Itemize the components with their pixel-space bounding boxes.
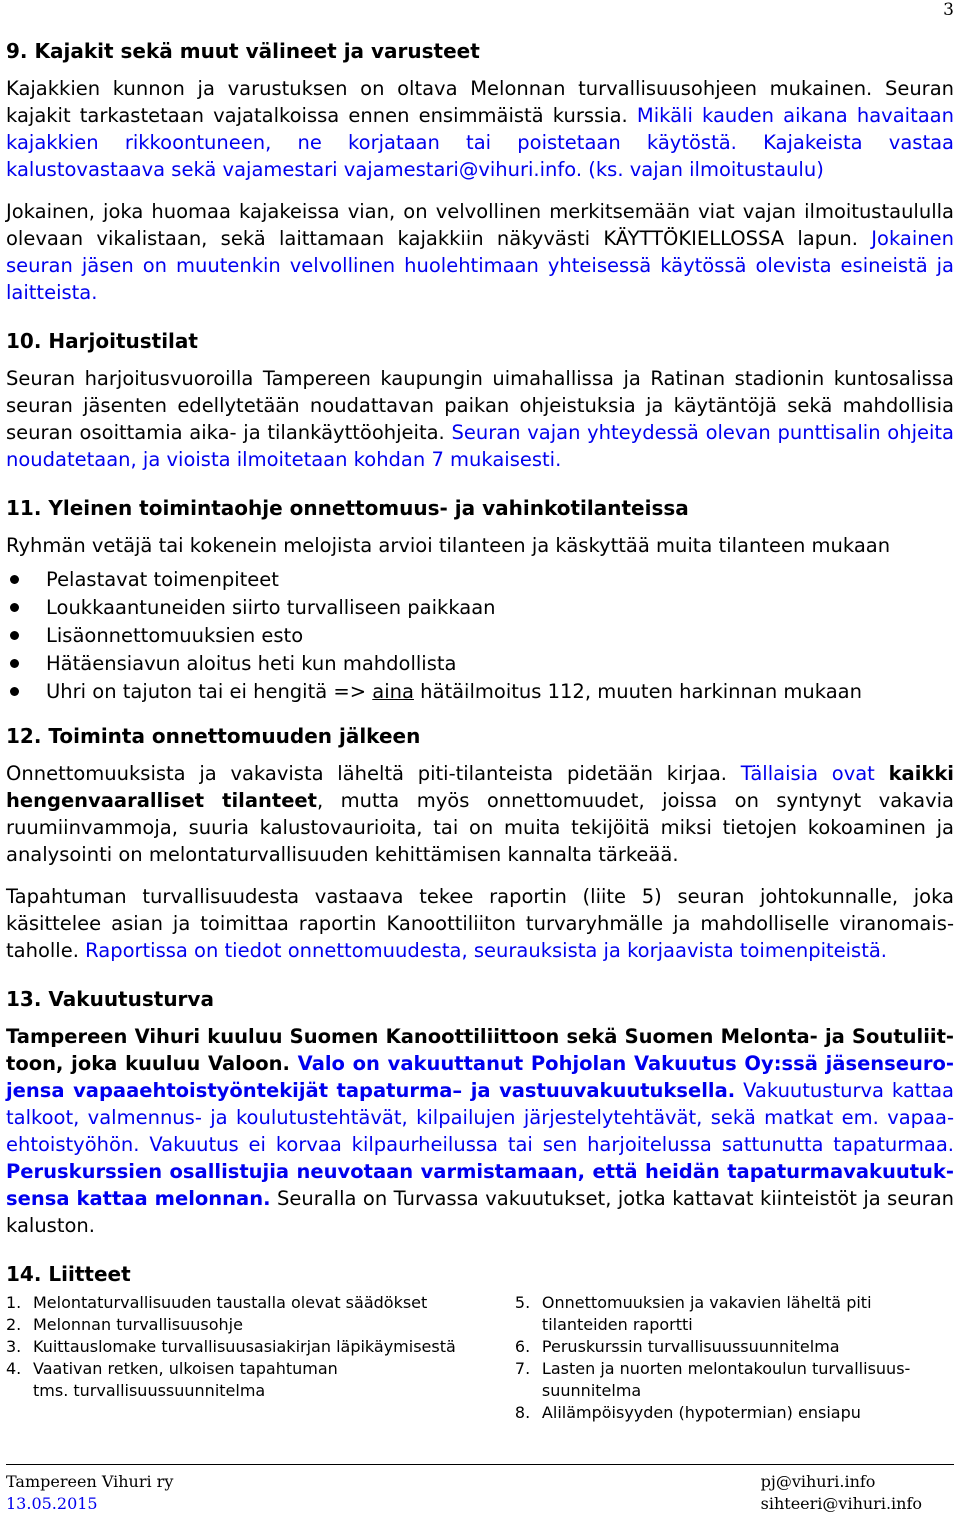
page-number: 3	[943, 0, 954, 20]
section-11-bullet-list	[6, 566, 954, 706]
section-10-paragraph: Seuran harjoitusvuoroilla Tampereen kaupungin uimahallissa ja Ratinan stadionin kuntosalissa seuran jäsenten edellytetään noudattavan paikan ohjeistuksia ja käytäntöjä sekä mahdollisia seuran osoittamia aika- ja tilankäyttöohjeita. Seuran vajan yhteydessä olevan punttisalin ohjeita noudatetaan, ja vioista ilmoitetaan kohdan 7 mukaisesti.	[6, 367, 954, 471]
list-item: Hätäensiavun aloitus heti kun mahdollista	[6, 650, 954, 678]
document-body	[6, 37, 954, 1424]
attachment-item: 8. Alilämpöisyyden (hypotermian) ensiapu	[514, 1403, 861, 1422]
footer-organization: Tampereen Vihuri ry	[6, 1472, 174, 1491]
section-12-paragraph-1: Onnettomuuksista ja vakavista läheltä piti-tilanteista pidetään kirjaa. Tällaisia ovat kaikki hengenvaaralliset tilanteet, mutta myös onnettomuudet, joissa on syntynyt vakavia ruumiinvammoja, suuria kalustovaurioita, tai on muita tekijöitä miksi tietojen kokoaminen ja analysointi on melontaturvallisuuden kehittämisen kannalta tärkeää.	[6, 762, 954, 866]
section-13-title: 13. Vakuutusturva	[6, 987, 214, 1011]
attachments-left-column	[6, 1292, 515, 1424]
footer-right	[761, 1471, 922, 1515]
bullet-icon	[10, 603, 19, 612]
attachment-item: 3. Kuittauslomake turvallisuusasiakirjan läpikäymisestä	[6, 1337, 456, 1356]
attachment-item: 1. Melontaturvallisuuden taustalla olevat säädökset	[6, 1293, 428, 1312]
attachments-list	[6, 1292, 954, 1424]
page-footer	[6, 1464, 954, 1513]
list-item: Loukkaantuneiden siirto turvalliseen paikkaan	[6, 594, 954, 622]
attachment-item: 2. Melonnan turvallisuusohje	[6, 1315, 243, 1334]
attachment-item: 5. Onnettomuuksien ja vakavien läheltä piti tilanteiden raportti	[514, 1293, 872, 1334]
list-item: Lisäonnettomuuksien esto	[6, 622, 954, 650]
section-10-title: 10. Harjoitustilat	[6, 329, 198, 353]
attachment-item: 6. Peruskurssin turvallisuussuunnitelma	[514, 1337, 840, 1356]
bullet-icon	[10, 659, 19, 668]
footer-left	[6, 1471, 173, 1515]
section-14-title: 14. Liitteet	[6, 1262, 131, 1286]
section-11-intro: Ryhmän vetäjä tai kokenein melojista arvioi tilanteen ja käskyttää muita tilanteen mukaan	[6, 534, 891, 557]
section-9-title: 9. Kajakit sekä muut välineet ja varusteet	[6, 39, 480, 63]
bullet-icon	[10, 575, 19, 584]
bullet-icon	[10, 687, 19, 696]
attachment-item: 4. Vaativan retken, ulkoisen tapahtuman tms. turvallisuussuunnitelma	[6, 1359, 338, 1400]
section-11-title: 11. Yleinen toimintaohje onnettomuus- ja vahinkotilanteissa	[6, 496, 689, 520]
section-13-paragraph: Tampereen Vihuri kuuluu Suomen Kanoottiliittoon sekä Suomen Melonta- ja Soutuliit-toon, joka kuuluu Valoon. Valo on vakuuttanut Pohjolan Vakuutus Oy:ssä jäsenseuro-jensa vapaaehtoistyöntekijät tapaturma– ja vastuuvakuutuksella. Vakuutusturva kattaa talkoot, valmennus- ja koulutustehtävät, kilpailujen järjestelytehtävät, sekä matkat em. vapaa-ehtoistyöhön. Vakuutus ei korvaa kilpaurheilussa tai sen harjoitelussa sattunutta tapaturmaa. Peruskurssien osallistujia neuvotaan varmistamaan, että heidän tapaturmavakuutuk-sensa kattaa melonnan. Seuralla on Turvassa vakuutukset, jotka kattavat kiinteistöt ja seuran kaluston.	[6, 1025, 955, 1237]
section-9-paragraph-1: Kajakkien kunnon ja varustuksen on oltava Melonnan turvallisuusohjeen mukainen. Seuran kajakit tarkastetaan vajatalkoissa ennen ensimmäistä kurssia. Mikäli kauden aikana havaitaan kajakkien rikkoontuneen, ne korjataan tai poistetaan käytöstä. Kajakeista vastaa kalustovastaava sekä vajamestari vajamestari@vihuri.info. (ks. vajan ilmoitustaulu)	[6, 77, 954, 181]
bullet-icon	[10, 631, 19, 640]
footer-email-secretary[interactable]: sihteeri@vihuri.info	[760, 1494, 922, 1513]
list-item: Pelastavat toimenpiteet	[6, 566, 954, 594]
footer-date: 13.05.2015	[6, 1494, 98, 1513]
attachments-right-column	[515, 1292, 954, 1424]
footer-email-chair[interactable]: pj@vihuri.info	[760, 1472, 876, 1491]
list-item: Uhri on tajuton tai ei hengitä => aina hätäilmoitus 112, muuten harkinnan mukaan	[6, 678, 954, 706]
attachment-item: 7. Lasten ja nuorten melontakoulun turvallisuus-suunnitelma	[514, 1359, 911, 1400]
section-12-title: 12. Toiminta onnettomuuden jälkeen	[6, 724, 421, 748]
section-12-paragraph-2: Tapahtuman turvallisuudesta vastaava tekee raportin (liite 5) seuran johtokunnalle, joka käsittelee asian ja toimittaa raportin Kanoottiliiton turvaryhmälle ja mahdolliselle viranomais-taholle. Raportissa on tiedot onnettomuudesta, seurauksista ja korjaavista toimenpiteistä.	[6, 885, 954, 962]
section-9-paragraph-2: Jokainen, joka huomaa kajakeissa vian, on velvollinen merkitsemään viat vajan ilmoitustaululla olevaan vikalistaan, sekä laittamaan kajakkiin näkyvästi KÄYTTÖKIELLOSSA lapun. Jokainen seuran jäsen on muutenkin velvollinen huolehtimaan yhteisessä käytössä olevista esineistä ja laitteista.	[6, 200, 954, 304]
